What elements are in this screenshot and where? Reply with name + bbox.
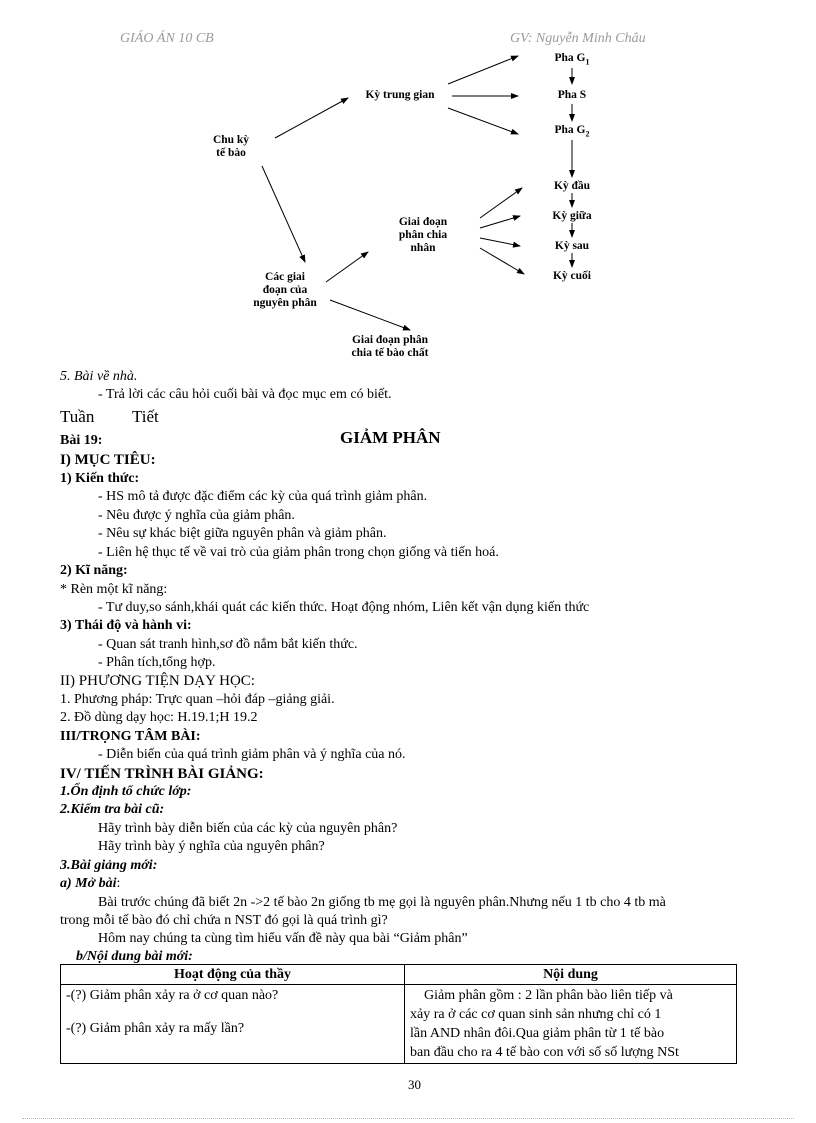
knowledge-item: - Nêu được ý nghĩa của giảm phân. (98, 508, 295, 523)
means-item: 1. Phương pháp: Trực quan –hỏi đáp –giảng giải. (60, 692, 335, 707)
progress-heading: IV/ TIẾN TRÌNH BÀI GIẢNG: (60, 766, 264, 782)
step3-heading: 3.Bài giảng mới: (60, 858, 158, 873)
focus-heading: III/TRỌNG TÂM BÀI: (60, 729, 201, 744)
lesson-title: GIẢM PHÂN (340, 428, 441, 447)
arrow-nuclear-metaphase (480, 216, 520, 228)
knowledge-item: - HS mô tả được đặc điểm các kỳ của quá trình giảm phân. (98, 489, 428, 504)
arrow-interphase-g2 (448, 108, 518, 134)
content-heading: b/Nội dung bài mới: (76, 949, 193, 964)
table-header-teacher: Hoạt động của thầy (61, 965, 405, 985)
node-phase-g2: Pha $G_2$ (554, 124, 590, 139)
intro-paragraph-2: Hôm nay chúng ta cùng tìm hiểu vấn đề này qua bài “Giảm phân” (98, 931, 468, 946)
knowledge-item: - Nêu sự khác biệt giữa nguyên phân và giảm phân. (98, 526, 387, 541)
header-left: GIÁO ÁN 10 CB (120, 31, 214, 46)
node-nuclear-division: Giai đoạn phân chia nhân (398, 216, 448, 254)
attitude-item: - Quan sát tranh hình,sơ đồ nắm bắt kiến thức. (98, 637, 358, 652)
lesson-number: Bài 19: (60, 433, 103, 448)
table-header-content: Nội dung (405, 965, 737, 985)
arrow-root-mitosis (262, 166, 305, 262)
review-question: Hãy trình bày ý nghĩa của nguyên phân? (98, 839, 325, 854)
intro-paragraph-line: Bài trước chúng đã biết 2n ->2 tế bào 2n giống tb mẹ gọi là nguyên phân.Nhưng nếu 1 tb cho 4 tb mà (98, 895, 666, 910)
arrow-mitosis-nuclear (326, 252, 368, 282)
page-number: 30 (408, 1077, 421, 1092)
node-phase-s: Pha S (557, 89, 587, 101)
arrow-nuclear-telophase (480, 248, 524, 274)
week-label: Tuần (60, 407, 95, 426)
step1-heading: 1.Ổn định tổ chức lớp: (60, 784, 192, 799)
arrow-interphase-g1 (448, 56, 518, 84)
intro-paragraph-line: trong mỗi tế bào đó chỉ chứa n NST đó gọi là quá trình gì? (60, 913, 388, 928)
period-label: Tiết (132, 407, 159, 426)
node-cytoplasm-division: Giai đoạn phân chia tế bào chất (351, 334, 429, 359)
page-footer-rule (22, 1118, 794, 1119)
step2-heading: 2.Kiểm tra bài cũ: (60, 802, 165, 817)
focus-text: - Diễn biến của quá trình giảm phân và ý nghĩa của nó. (98, 747, 406, 762)
objectives-heading: I) MỤC TIÊU: (60, 452, 156, 468)
node-cell-cycle: Chu kỳ tế bào (212, 134, 250, 159)
arrow-root-interphase (275, 98, 348, 138)
homework-title: 5. Bài về nhà. (60, 369, 138, 384)
teacher-activity-cell: -(?) Giảm phân xảy ra ở cơ quan nào? -(?) Giảm phân xảy ra mấy lần? (61, 985, 405, 1064)
node-telophase: Kỳ cuối (552, 270, 591, 282)
header-right: GV: Nguyễn Minh Châu (510, 31, 646, 46)
cell-cycle-diagram (0, 0, 816, 370)
intro-heading: a) Mở bài: (60, 876, 121, 891)
node-prophase: Kỳ đầu (553, 180, 591, 192)
attitude-heading: 3) Thái độ và hành vi: (60, 618, 192, 633)
skills-item: - Tư duy,so sánh,khái quát các kiến thức. Hoạt động nhóm, Liên kết vận dụng kiến thức (98, 600, 590, 615)
content-cell: Giảm phân gồm : 2 lần phân bào liên tiếp và xảy ra ở các cơ quan sinh sản nhưng chỉ có 1 lần AND nhân đôi.Qua giảm phân từ 1 tế bào ban đầu cho ra 4 tế bào con với số số lượng NSt (405, 985, 737, 1064)
knowledge-heading: 1) Kiến thức: (60, 471, 140, 486)
review-question: Hãy trình bày diễn biến của các kỳ của nguyên phân? (98, 821, 398, 836)
means-item: 2. Đồ dùng dạy học: H.19.1;H 19.2 (60, 710, 258, 725)
arrow-nuclear-anaphase (480, 238, 520, 246)
skills-intro: * Rèn một kĩ năng: (60, 582, 168, 597)
node-anaphase: Kỳ sau (554, 240, 590, 252)
lesson-plan-table (60, 964, 737, 1064)
node-metaphase: Kỳ giữa (552, 210, 592, 222)
node-interphase: Kỳ trung gian (365, 89, 435, 101)
means-heading: II) PHƯƠNG TIỆN DẠY HỌC: (60, 673, 255, 689)
skills-heading: 2) Kĩ năng: (60, 563, 128, 578)
node-mitosis-stages: Các giai đoạn của nguyên phân (253, 271, 317, 309)
attitude-item: - Phân tích,tổng hợp. (98, 655, 216, 670)
arrow-nuclear-prophase (480, 188, 522, 218)
knowledge-item: - Liên hệ thục tế về vai trò của giảm phân trong chọn giống và tiến hoá. (98, 545, 499, 560)
homework-text: - Trả lời các câu hỏi cuối bài và đọc mục em có biết. (98, 387, 392, 402)
arrow-mitosis-cytoplasm (330, 300, 410, 330)
node-phase-g1: Pha $G_1$ (554, 52, 590, 67)
